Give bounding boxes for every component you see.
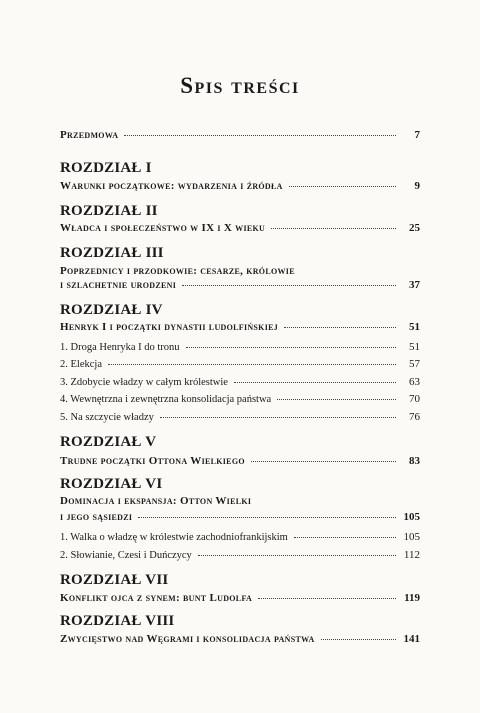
toc-page-number: 7	[414, 129, 420, 141]
chapter-heading-4: ROZDZIAŁ IV	[60, 302, 163, 318]
dot-leader	[271, 228, 396, 229]
toc-entry-chapter-3-line1[interactable]: Poprzednicy i przodkowie: cesarze, królowie	[60, 265, 295, 277]
toc-entry-label: Władca i społeczeństwo w IX i X wieku	[60, 222, 266, 234]
toc-entry-chapter-6[interactable]	[60, 511, 420, 523]
chapter-heading-1: ROZDZIAŁ I	[60, 160, 152, 176]
toc-page-number: 105	[403, 511, 420, 523]
toc-page-number: 112	[403, 549, 420, 561]
toc-entry-chapter-7[interactable]	[60, 592, 420, 604]
toc-entry-label: i jego sąsiedzi	[60, 511, 133, 523]
toc-page-number: 9	[414, 180, 420, 192]
toc-entry-label: Zwycięstwo nad Węgrami i konsolidacja państwa	[60, 633, 315, 645]
toc-entry-label: Trudne początki Ottona Wielkiego	[60, 455, 245, 467]
dot-leader	[284, 327, 396, 328]
toc-section-label: 3. Zdobycie władzy w całym królestwie	[60, 377, 228, 388]
toc-page-number: 51	[409, 321, 420, 333]
chapter-heading-7: ROZDZIAŁ VII	[60, 572, 169, 588]
dot-leader	[234, 382, 396, 383]
chapter-heading-3: ROZDZIAŁ III	[60, 245, 164, 261]
dot-leader	[258, 598, 396, 599]
toc-entry-label: Henryk I i początki dynastii ludolfińskiej	[60, 321, 279, 333]
toc-entry-label: Konflikt ojca z synem: bunt Ludolfa	[60, 592, 253, 604]
dot-leader	[186, 347, 396, 348]
toc-section-4-3[interactable]	[60, 376, 420, 388]
toc-page-number: 119	[404, 592, 420, 604]
toc-page-number: 70	[409, 393, 420, 405]
toc-section-4-4[interactable]	[60, 393, 420, 405]
toc-section-label: 1. Walka o władzę w królestwie zachodniofrankijskim	[60, 532, 288, 543]
toc-entry-label: i szlachetnie urodzeni	[60, 279, 177, 291]
toc-page-number: 51	[409, 341, 420, 353]
chapter-heading-2: ROZDZIAŁ II	[60, 203, 158, 219]
toc-page-number: 37	[409, 279, 420, 291]
toc-section-4-2[interactable]	[60, 358, 420, 370]
toc-section-label: 2. Słowianie, Czesi i Duńczycy	[60, 550, 192, 561]
chapter-heading-5: ROZDZIAŁ V	[60, 434, 157, 450]
dot-leader	[160, 417, 396, 418]
chapter-heading-6: ROZDZIAŁ VI	[60, 476, 163, 492]
dot-leader	[124, 135, 396, 136]
toc-section-4-1[interactable]	[60, 341, 420, 353]
toc-entry-label: Warunki początkowe: wydarzenia i źródła	[60, 180, 283, 192]
toc-page-number: 76	[409, 411, 420, 423]
toc-page-number: 105	[403, 531, 420, 543]
dot-leader	[277, 399, 396, 400]
toc-entry-chapter-8[interactable]	[60, 633, 420, 645]
toc-section-6-1[interactable]	[60, 531, 420, 543]
dot-leader	[289, 186, 396, 187]
toc-section-6-2[interactable]	[60, 549, 420, 561]
dot-leader	[198, 555, 396, 556]
toc-section-label: 5. Na szczycie władzy	[60, 412, 154, 423]
dot-leader	[108, 364, 396, 365]
toc-section-4-5[interactable]	[60, 411, 420, 423]
toc-page-number: 57	[409, 358, 420, 370]
toc-entry-chapter-1[interactable]	[60, 180, 420, 192]
toc-entry-chapter-5[interactable]	[60, 455, 420, 467]
toc-section-label: 2. Elekcja	[60, 359, 102, 370]
dot-leader	[182, 285, 396, 286]
toc-entry-chapter-6-line1[interactable]: Dominacja i ekspansja: Otton Wielki	[60, 495, 252, 507]
dot-leader	[138, 517, 396, 518]
toc-page-number: 25	[409, 222, 420, 234]
toc-entry-chapter-4[interactable]	[60, 321, 420, 333]
dot-leader	[294, 537, 396, 538]
toc-page-number: 83	[409, 455, 420, 467]
toc-section-label: 1. Droga Henryka I do tronu	[60, 342, 180, 353]
toc-entry-chapter-3[interactable]	[60, 279, 420, 291]
toc-entry-preface[interactable]	[60, 129, 420, 141]
toc-section-label: 4. Wewnętrzna i zewnętrzna konsolidacja państwa	[60, 394, 272, 405]
dot-leader	[321, 639, 396, 640]
toc-page-number: 141	[403, 633, 420, 645]
chapter-heading-8: ROZDZIAŁ VIII	[60, 613, 175, 629]
toc-entry-label: Przedmowa	[60, 129, 119, 141]
toc-entry-chapter-2[interactable]	[60, 222, 420, 234]
dot-leader	[251, 461, 396, 462]
toc-page-number: 63	[409, 376, 420, 388]
page-title: Spis treści	[180, 73, 300, 98]
